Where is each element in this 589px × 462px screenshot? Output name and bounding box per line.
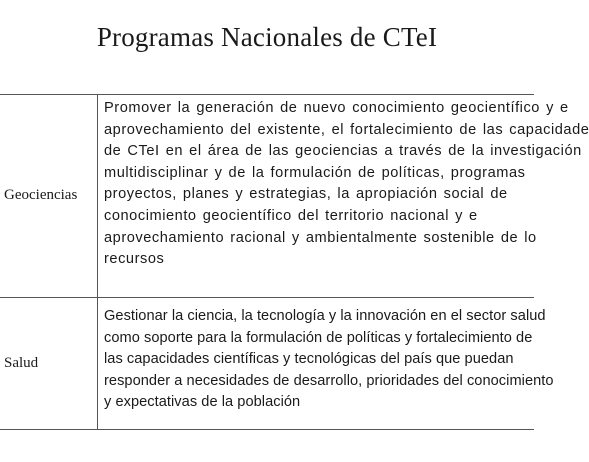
description-line: conocimiento geocientífico del territorio nacional y e bbox=[104, 207, 478, 224]
description-line: multidisciplinar y de la formulación de políticas, programas bbox=[104, 164, 526, 181]
row-label-geociencias: Geociencias bbox=[4, 187, 78, 203]
row-separator bbox=[0, 297, 534, 298]
description-line: de CTeI en el área de las geociencias a través de la investigación bbox=[104, 143, 582, 160]
description-line: recursos bbox=[104, 251, 165, 268]
row-description-geociencias bbox=[104, 98, 589, 271]
description-line: aprovechamiento racional y ambientalmente sostenible de lo bbox=[104, 229, 537, 246]
page-title: Programas Nacionales de CTeI bbox=[96, 22, 438, 52]
description-line: Gestionar la ciencia, la tecnología y la innovación en el sector salud bbox=[104, 308, 546, 324]
description-line: y expectativas de la población bbox=[104, 394, 301, 411]
table-top-rule bbox=[0, 94, 534, 95]
table-bottom-rule bbox=[0, 429, 534, 430]
row-label-salud: Salud bbox=[4, 355, 39, 371]
row-description-salud bbox=[104, 306, 554, 414]
description-line: como soporte para la formulación de políticas y fortalecimiento de bbox=[104, 329, 533, 346]
description-line: aprovechamiento del existente, el fortalecimiento de las capacidade bbox=[104, 121, 589, 138]
description-line: proyectos, planes y estrategias, la apropiación social de bbox=[104, 186, 508, 203]
row-divider-salud bbox=[97, 297, 98, 429]
row-divider-geociencias bbox=[97, 94, 98, 297]
description-line: Promover la generación de nuevo conocimiento geocientífico y e bbox=[104, 100, 569, 116]
description-line: las capacidades científicas y tecnológicas del país que puedan bbox=[104, 351, 514, 368]
description-line: responder a necesidades de desarrollo, prioridades del conocimiento bbox=[104, 372, 554, 389]
